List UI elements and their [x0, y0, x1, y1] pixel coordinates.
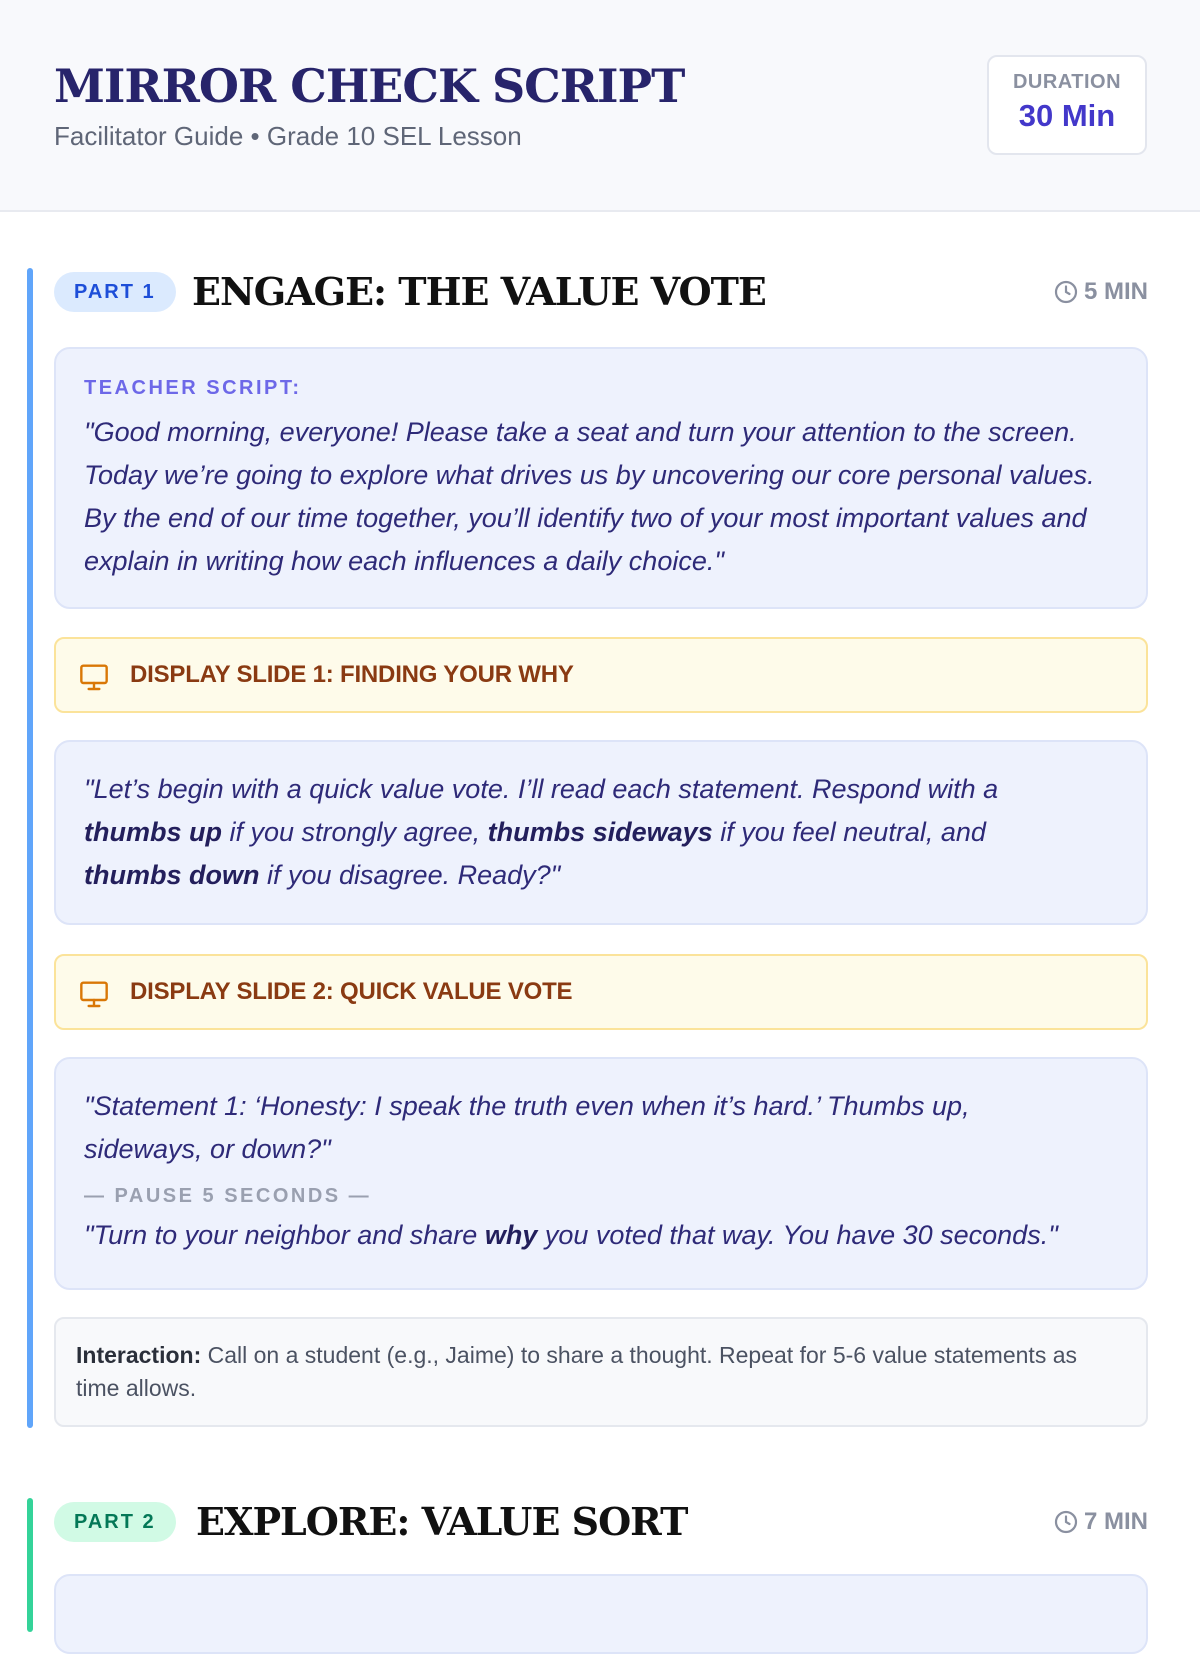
monitor-icon — [78, 978, 110, 1010]
slide-cue-2 — [54, 954, 1148, 1030]
section-part-2 — [0, 1492, 1200, 1632]
section-time-label: 7 MIN — [1083, 1508, 1148, 1535]
section-time — [1054, 1508, 1148, 1536]
slide-cue-text: DISPLAY SLIDE 2: QUICK VALUE VOTE — [130, 978, 573, 1005]
script-text-statement: "Statement 1: ‘Honesty: I speak the truth even when it’s hard.’ Thumbs up, sideways, or down?" — [84, 1091, 970, 1164]
monitor-icon — [78, 661, 110, 693]
clock-icon — [1054, 280, 1078, 304]
duration-value: 30 Min — [1018, 98, 1116, 133]
page-subtitle: Facilitator Guide • Grade 10 SEL Lesson — [54, 121, 522, 151]
script-text-neighbor: "Turn to your neighbor and share why you voted that way. You have 30 seconds." — [84, 1220, 1058, 1250]
teacher-script-text: "Good morning, everyone! Please take a seat and turn your attention to the screen. Today we’re going to explore what drives us by uncovering our core personal values. By the end of our time together, you’ll identify two of your most important values and explain in writing how each influences a daily choice." — [84, 417, 1095, 576]
section-title: EXPLORE: VALUE SORT — [196, 1499, 688, 1544]
part-badge: PART 1 — [54, 272, 176, 312]
section-header — [54, 1492, 1148, 1552]
section-time — [1054, 278, 1148, 306]
slide-cue-text: DISPLAY SLIDE 1: FINDING YOUR WHY — [130, 661, 574, 688]
section-header — [54, 262, 1148, 322]
script-text-value-vote: "Let’s begin with a quick value vote. I’ll read each statement. Respond with a thumbs up if you strongly agree, thumbs sideways if you feel neutral, and thumbs down if you disagree. Ready?" — [84, 774, 999, 890]
part-badge: PART 2 — [54, 1502, 176, 1542]
teacher-script-label: TEACHER SCRIPT: — [84, 377, 302, 399]
section-accent-bar — [27, 1498, 33, 1632]
script-card-statement — [54, 1057, 1148, 1290]
section-accent-bar — [27, 268, 33, 1428]
section-time-label: 5 MIN — [1083, 278, 1148, 305]
duration-label: DURATION — [1012, 71, 1122, 93]
page-title: MIRROR CHECK SCRIPT — [54, 59, 685, 113]
clock-icon — [1054, 1510, 1078, 1534]
interaction-text: Interaction: Call on a student (e.g., Jaime) to share a thought. Repeat for 5-6 value statements as time allows. — [76, 1342, 1077, 1401]
slide-cue-1 — [54, 637, 1148, 713]
teacher-script-card — [54, 347, 1148, 609]
pause-cue: — PAUSE 5 SECONDS — — [84, 1185, 372, 1207]
page-header — [0, 0, 1200, 212]
duration-badge — [987, 55, 1147, 155]
section-part-1 — [0, 262, 1200, 1428]
section-title: ENGAGE: THE VALUE VOTE — [192, 269, 766, 314]
script-card-value-vote — [54, 740, 1148, 925]
interaction-note — [54, 1317, 1148, 1427]
teacher-script-card — [54, 1574, 1148, 1654]
